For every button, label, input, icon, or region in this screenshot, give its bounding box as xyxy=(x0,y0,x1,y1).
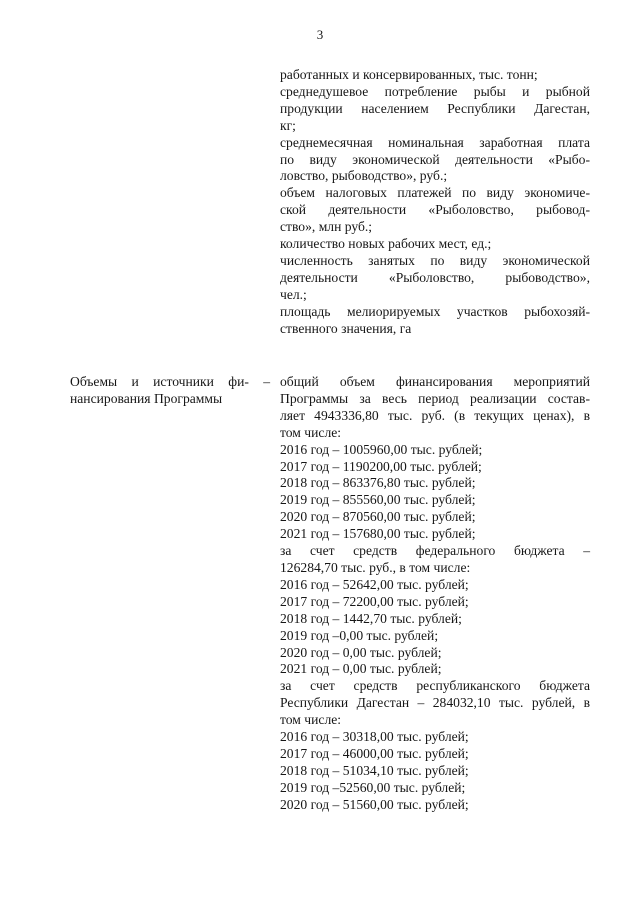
funding-year-line: 2016 год – 30318,00 тыс. рублей; xyxy=(280,729,469,745)
funding-year-line: 2019 год –52560,00 тыс. рублей; xyxy=(280,779,466,795)
indicators-list xyxy=(280,67,590,338)
text-line: ловство, рыбоводство», руб.; xyxy=(280,168,448,184)
text-line: ственного значения, га xyxy=(280,320,412,336)
text-line: Программы за весь период реализации состав- xyxy=(280,390,590,406)
text-line: 126284,70 тыс. руб., в том числе: xyxy=(280,559,471,575)
text-line: том числе: xyxy=(280,712,342,728)
text-line: чел.; xyxy=(280,286,307,302)
text-line: том числе: xyxy=(280,424,342,440)
funding-year-line: 2019 год –0,00 тыс. рублей; xyxy=(280,627,439,643)
funding-label-line: нансирования Программы xyxy=(70,390,223,406)
text-line: за счет средств республиканского бюджета xyxy=(280,678,590,694)
funding-year-line: 2016 год – 52642,00 тыс. рублей; xyxy=(280,576,469,592)
text-line: продукции населением Республики Дагестан, xyxy=(280,100,590,116)
text-line: ской деятельности «Рыболовство, рыбовод- xyxy=(280,202,590,218)
funding-year-line: 2017 год – 1190200,00 тыс. рублей; xyxy=(280,458,482,474)
text-line: по виду экономической деятельности «Рыбо- xyxy=(280,151,590,167)
text-line: среднедушевое потребление рыбы и рыбной xyxy=(280,83,590,99)
funding-details xyxy=(280,374,590,814)
text-line: за счет средств федерального бюджета – xyxy=(280,543,590,559)
text-line: Республики Дагестан – 284032,10 тыс. рублей, в xyxy=(280,695,590,711)
text-line: количество новых рабочих мест, ед.; xyxy=(280,236,492,252)
funding-year-line: 2018 год – 1442,70 тыс. рублей; xyxy=(280,610,462,626)
text-line: общий объем финансирования мероприятий xyxy=(280,374,590,389)
text-line: ство», млн руб.; xyxy=(280,219,373,235)
funding-year-line: 2020 год – 870560,00 тыс. рублей; xyxy=(280,509,476,525)
funding-year-line: 2020 год – 51560,00 тыс. рублей; xyxy=(280,796,469,812)
text-line: деятельности «Рыболовство, рыбоводство», xyxy=(280,269,590,285)
funding-year-line: 2016 год – 1005960,00 тыс. рублей; xyxy=(280,441,483,457)
funding-year-line: 2017 год – 46000,00 тыс. рублей; xyxy=(280,745,469,761)
text-line: ляет 4943336,80 тыс. руб. (в текущих ценах), в xyxy=(280,407,590,423)
funding-year-line: 2018 год – 51034,10 тыс. рублей; xyxy=(280,762,469,778)
text-line: кг; xyxy=(280,117,296,133)
funding-label xyxy=(70,374,270,408)
funding-year-line: 2019 год – 855560,00 тыс. рублей; xyxy=(280,492,476,508)
funding-year-line: 2021 год – 0,00 тыс. рублей; xyxy=(280,661,442,677)
funding-year-line: 2017 год – 72200,00 тыс. рублей; xyxy=(280,593,469,609)
text-line: численность занятых по виду экономической xyxy=(280,252,590,268)
text-line: среднемесячная номинальная заработная плата xyxy=(280,134,590,150)
funding-year-line: 2020 год – 0,00 тыс. рублей; xyxy=(280,644,442,660)
funding-year-line: 2018 год – 863376,80 тыс. рублей; xyxy=(280,475,476,491)
funding-label-line: Объемы и источники фи- – xyxy=(70,374,270,389)
funding-year-line: 2021 год – 157680,00 тыс. рублей; xyxy=(280,526,476,542)
text-line: работанных и консервированных, тыс. тонн; xyxy=(280,67,538,82)
text-line: объем налоговых платежей по виду экономиче- xyxy=(280,185,590,201)
text-line: площадь мелиорируемых участков рыбохозяй- xyxy=(280,303,590,319)
page-number: 3 xyxy=(316,27,324,42)
